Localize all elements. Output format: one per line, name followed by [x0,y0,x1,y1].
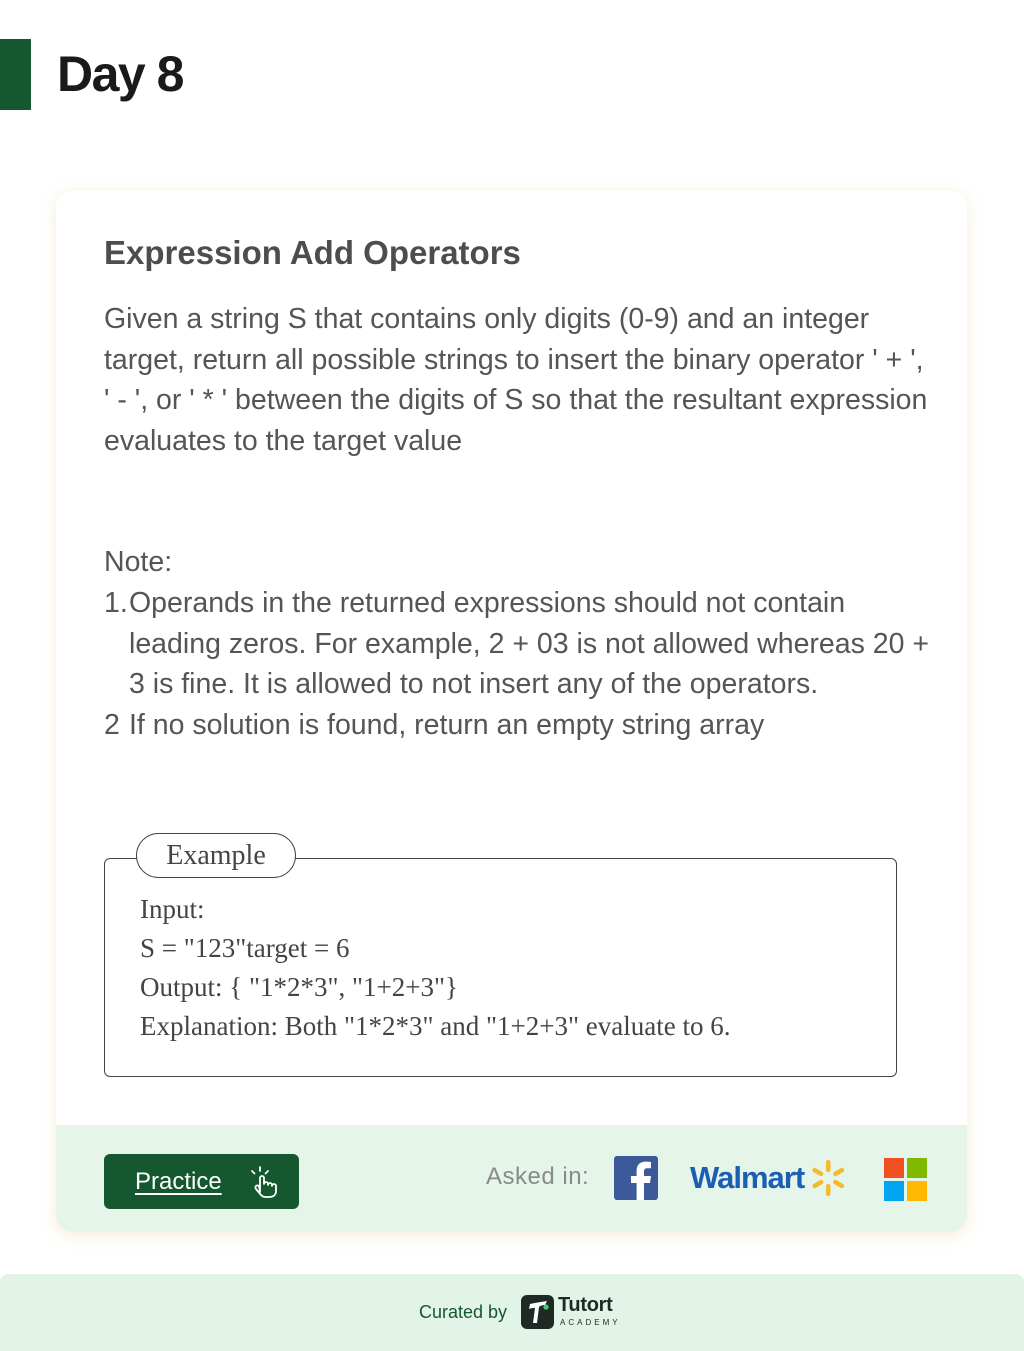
curated-by-label: Curated by [419,1302,508,1322]
facebook-logo-icon [614,1156,658,1200]
problem-title: Expression Add Operators [104,234,521,271]
note-number: 1. [104,587,128,619]
example-content [140,890,880,1046]
note-list [104,583,944,745]
note-text: Operands in the returned expressions should not contain leading zeros. For example, 2 + 03 is not allowed whereas 20 + 3 is fine. It is allowed to not insert any of the operators. [129,587,930,700]
example-output: Output: { "1*2*3", "1+2+3"} [140,972,458,1002]
microsoft-logo-icon [884,1158,927,1201]
note-text: If no solution is found, return an empty string array [129,708,765,741]
note-item [104,583,944,705]
practice-button[interactable] [104,1154,299,1209]
example-input-value: S = "123"target = 6 [140,933,350,963]
problem-description: Given a string S that contains only digits (0-9) and an integer target, return all possible strings to insert the binary operator ' + ', ' - ', or ' * ' between the digits of S so that the resultant expression evaluates to the target value [104,303,928,457]
note-label: Note: [104,546,173,578]
card-footer [56,1125,967,1232]
example-explanation: Explanation: Both "1*2*3" and "1+2+3" evaluate to 6. [140,1011,731,1041]
example-input-label: Input: [140,894,205,924]
ms-square-red [884,1158,904,1178]
tap-hand-icon [249,1165,279,1198]
practice-button-label: Practice [135,1167,222,1195]
problem-card [56,191,967,1232]
tutort-logo-icon [521,1295,554,1329]
walmart-wordmark: Walmart [690,1160,805,1195]
example-tag: Example [136,833,296,878]
day-accent-bar [0,39,31,110]
day-title: Day 8 [57,46,183,102]
ms-square-blue [884,1181,904,1201]
ms-square-yellow [907,1181,927,1201]
note-number: 2 [104,708,120,741]
tutort-brand-name: Tutort [558,1294,613,1316]
walmart-spark-icon [808,1158,848,1198]
ms-square-green [907,1158,927,1178]
tutort-brand-sub: ACADEMY [560,1318,621,1327]
note-item [104,705,944,746]
asked-in-label: Asked in: [486,1163,590,1190]
walmart-logo [690,1156,848,1200]
page-footer [0,1274,1024,1351]
